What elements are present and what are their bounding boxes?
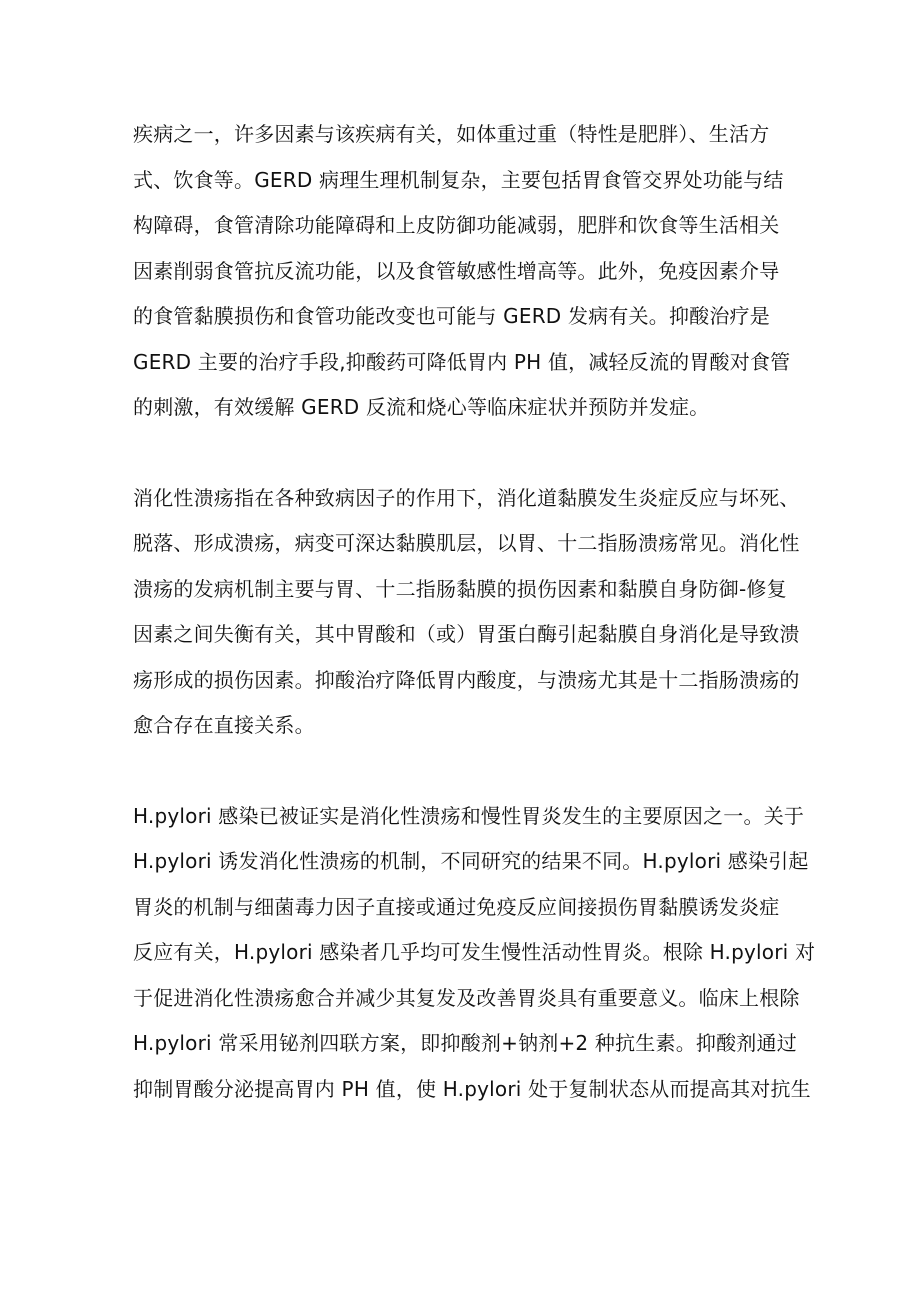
text-line: 因素之间失衡有关，其中胃酸和（或）胃蛋白酶引起黏膜自身消化是导致溃 (133, 622, 800, 646)
text-line: H.pylori 诱发消化性溃疡的机制，不同研究的结果不同。H.pylori 感染引起 (133, 849, 809, 873)
paragraph-gerd (133, 112, 803, 431)
paragraph-spacer (133, 749, 803, 794)
text-line: 构障碍，食管清除功能障碍和上皮防御功能减弱，肥胖和饮食等生活相关 (133, 213, 780, 237)
text-line: 胃炎的机制与细菌毒力因子直接或通过免疫反应间接损伤胃黏膜诱发炎症 (133, 894, 780, 919)
paragraph-spacer (133, 431, 803, 476)
text-line: 的食管黏膜损伤和食管功能改变也可能与 GERD 发病有关。抑酸治疗是 (133, 304, 770, 328)
text-line: 因素削弱食管抗反流功能，以及食管敏感性增高等。此外，免疫因素介导 (133, 258, 780, 283)
text-line: H.pylori 常采用铋剂四联方案，即抑酸剂+钠剂+2 种抗生素。抑酸剂通过 (133, 1031, 797, 1055)
document-page (133, 112, 816, 1112)
text-line: 疡形成的损伤因素。抑酸治疗降低胃内酸度，与溃疡尤其是十二指肠溃疡的 (133, 667, 800, 692)
paragraph-h-pylori (133, 794, 816, 1113)
text-line: 于促进消化性溃疡愈合并减少其复发及改善胃炎具有重要意义。临床上根除 (133, 985, 800, 1010)
text-line: H.pylori 感染已被证实是消化性溃疡和慢性胃炎发生的主要原因之一。关于 (133, 803, 805, 828)
text-line: 消化性溃疡指在各种致病因子的作用下，消化道黏膜发生炎症反应与坏死、 (133, 485, 800, 510)
text-line: 疾病之一，许多因素与该疾病有关，如体重过重（特性是肥胖）、生活方 (133, 122, 770, 146)
text-line: GERD 主要的治疗手段,抑酸药可降低胃内 PH 值，减轻反流的胃酸对食管 (133, 349, 791, 374)
paragraph-peptic-ulcer (133, 476, 803, 749)
text-line: 溃疡的发病机制主要与胃、十二指肠黏膜的损伤因素和黏膜自身防御-修复 (133, 576, 787, 601)
text-line: 反应有关，H.pylori 感染者几乎均可发生慢性活动性胃炎。根除 H.pylori 对 (133, 940, 816, 964)
text-line: 抑制胃酸分泌提高胃内 PH 值，使 H.pylori 处于复制状态从而提高其对抗生 (133, 1076, 811, 1101)
text-line: 脱落、形成溃疡，病变可深达黏膜肌层，以胃、十二指肠溃疡常见。消化性 (133, 531, 800, 555)
text-line: 式、饮食等。GERD 病理生理机制复杂，主要包括胃食管交界处功能与结 (133, 167, 784, 192)
text-line: 的刺激，有效缓解 GERD 反流和烧心等临床症状并预防并发症。 (133, 395, 710, 419)
text-line: 愈合存在直接关系。 (133, 713, 315, 737)
